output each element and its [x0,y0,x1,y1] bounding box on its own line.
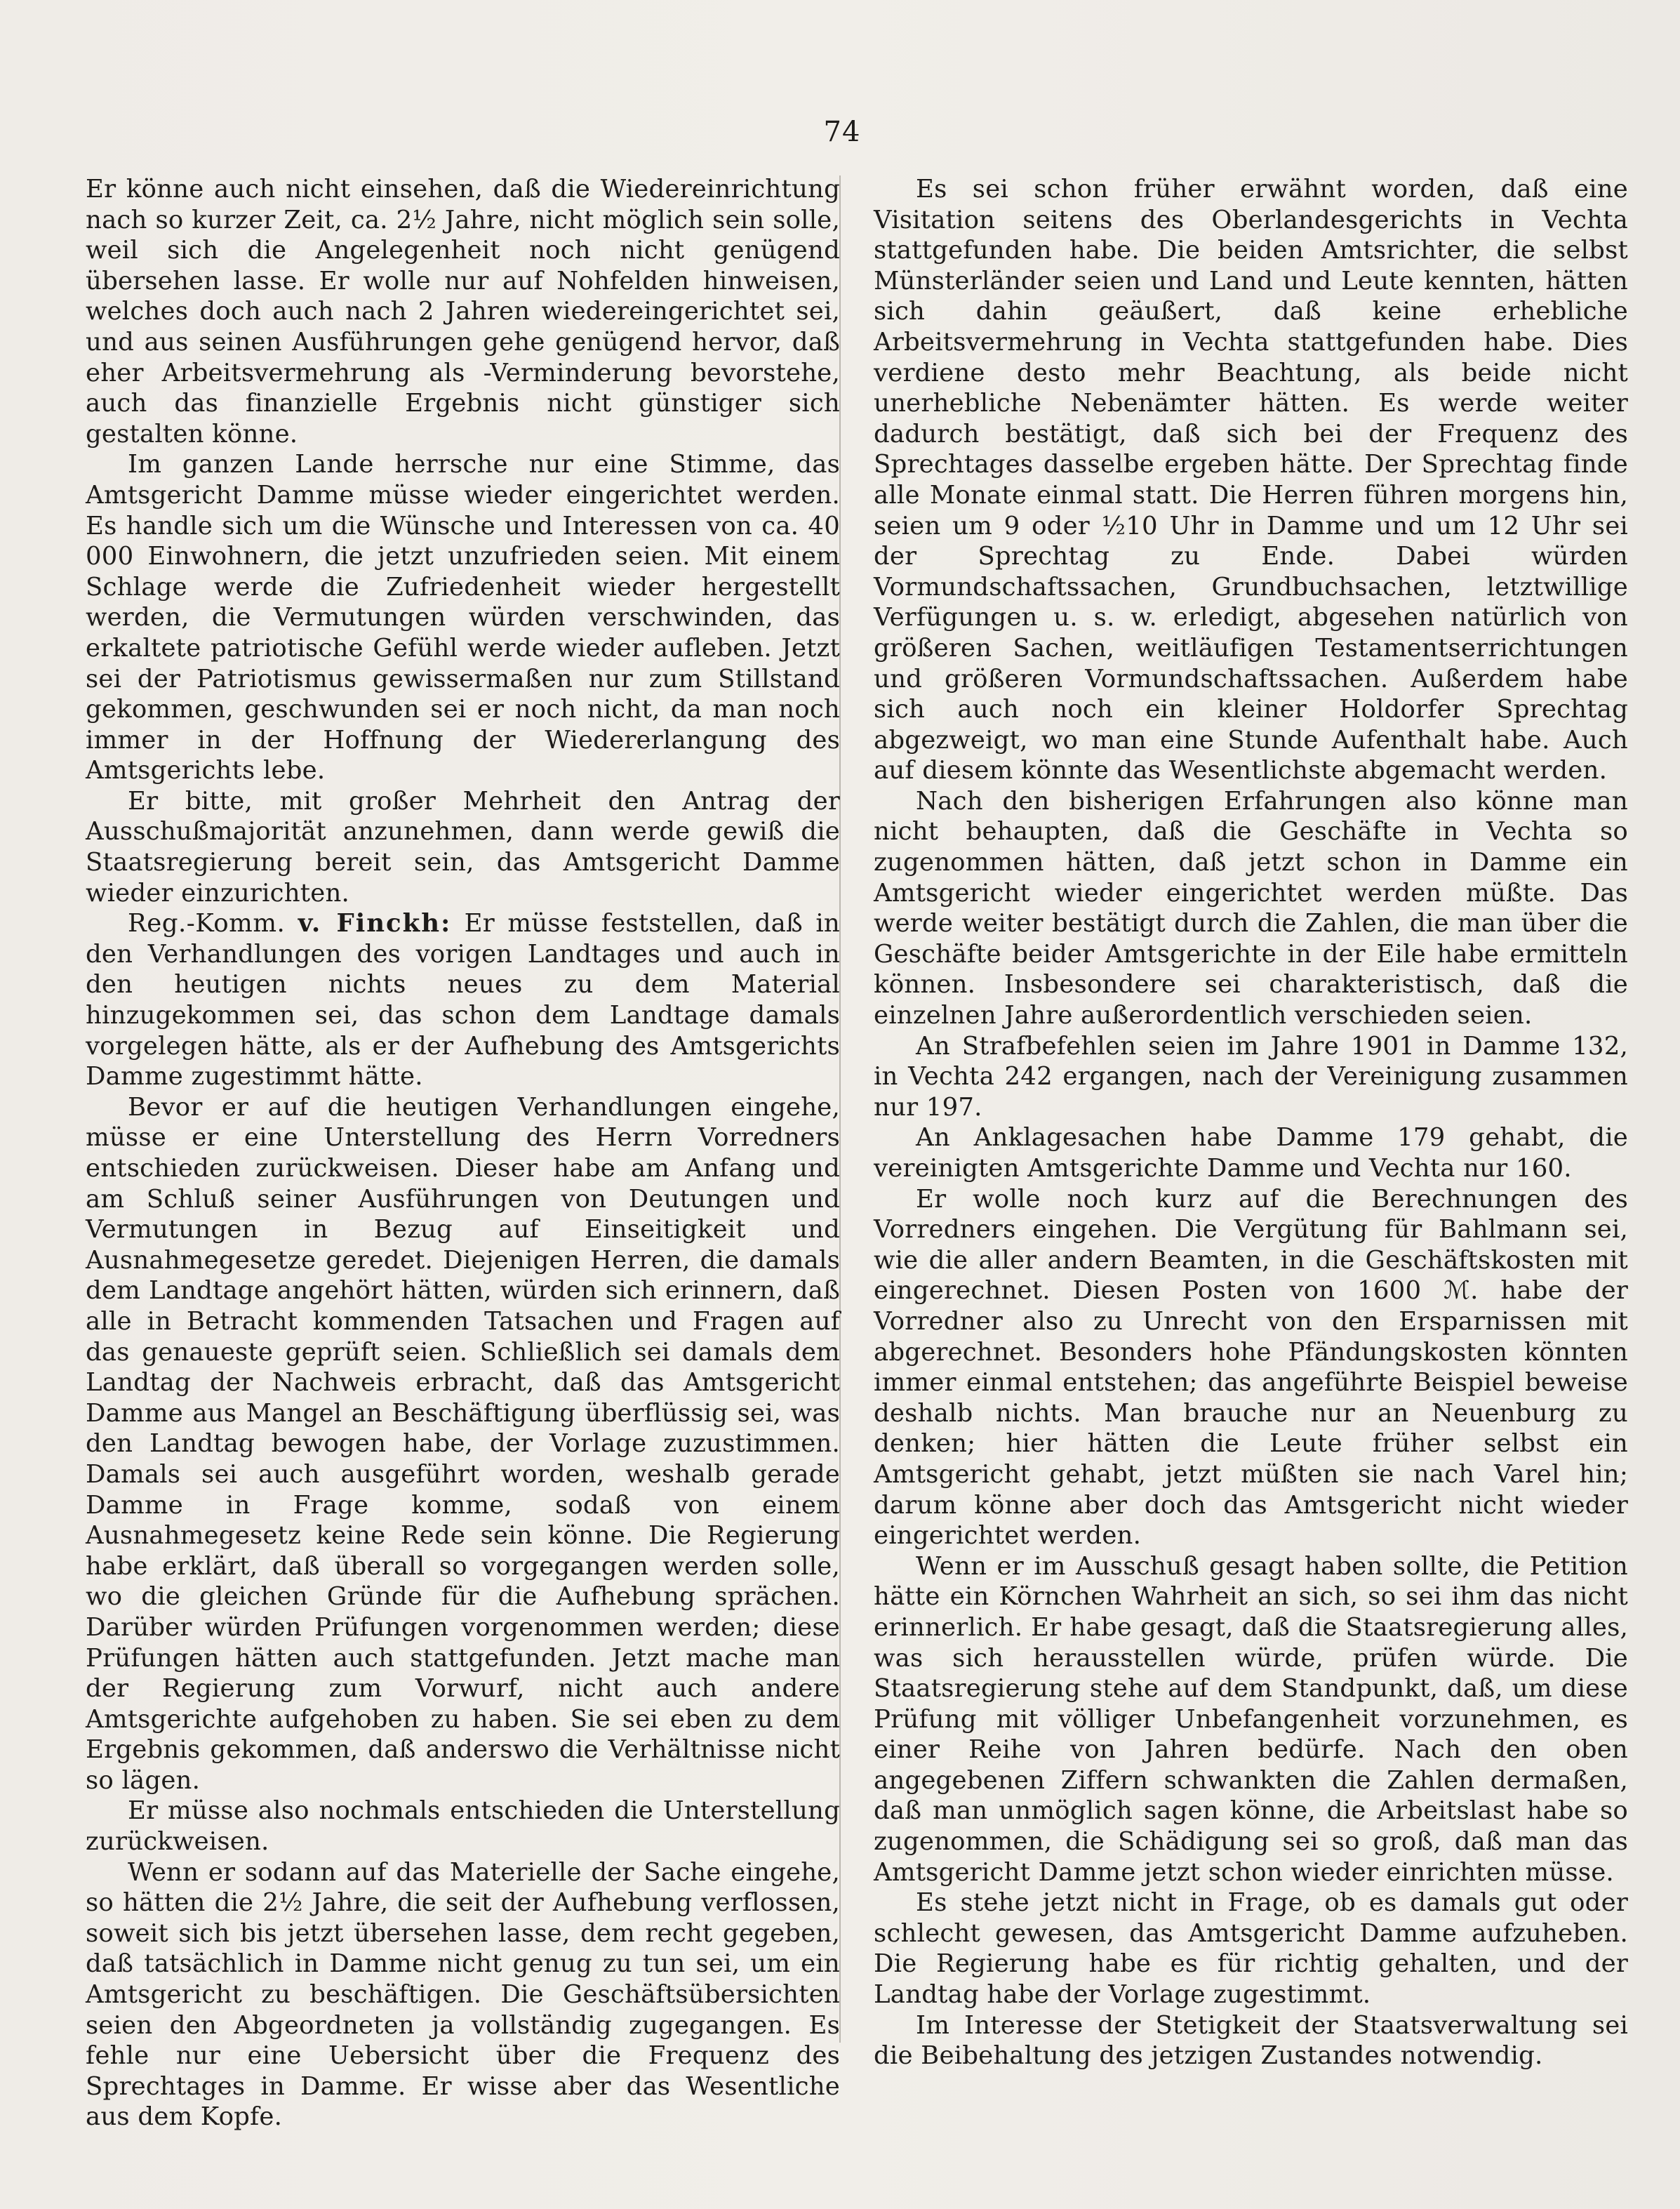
paragraph: Bevor er auf die heutigen Verhandlungen eingehe, müsse er eine Unterstellung des Herrn Vorredners entschieden zurückweisen. Dieser habe am Anfang und am Schluß seiner Ausführungen von Deutungen und Vermutungen in Bezug auf Einseitigkeit und Ausnahmegesetze geredet. Diejenigen Herren, die damals dem Landtage angehört hätten, würden sich erinnern, daß alle in Betracht kommenden Tatsachen und Fragen auf das genaueste geprüft seien. Schließlich sei damals dem Landtag der Nachweis erbracht, daß das Amtsgericht Damme aus Mangel an Beschäftigung überflüssig sei, was den Landtag bewogen habe, der Vorlage zuzustimmen. Damals sei auch ausgeführt worden, weshalb gerade Damme in Frage komme, sodaß von einem Ausnahmegesetz keine Rede sein könne. Die Regierung habe erklärt, daß überall so vorgegangen werden solle, wo die gleichen Gründe für die Aufhebung sprächen. Darüber würden Prüfungen vorgenommen werden; diese Prüfungen hätten auch stattgefunden. Jetzt mache man der Regierung zum Vorwurf, nicht auch andere Amtsgerichte aufgehoben zu haben. Sie sei eben zu dem Ergebnis gekommen, daß anderswo die Verhältnisse nicht so lägen. [86,1092,840,1795]
paragraph: Wenn er sodann auf das Materielle der Sache eingehe, so hätten die 2½ Jahre, die seit der Aufhebung verflossen, soweit sich bis jetzt übersehen lasse, dem recht gegeben, daß tatsächlich in Damme nicht genug zu tun sei, um ein Amtsgericht zu beschäftigen. Die Geschäftsübersichten seien den Abgeordneten ja vollständig zugegangen. Es fehle nur eine Uebersicht über die Frequenz des Sprechtages in Damme. Er wisse aber das Wesentliche aus dem Kopfe. [86,1857,840,2132]
speaker-role: Reg.-Komm. [128,909,286,938]
speaker-statement: Er müsse feststellen, daß in den Verhandlungen des vorigen Landtages und auch in den heutigen nichts neues zu dem Material hinzugekommen sei, das schon dem Landtage damals vorgelegen hätte, als er der Aufhebung des Amtsgerichts Damme zugestimmt hätte. [86,909,840,1092]
paragraph: Nach den bisherigen Erfahrungen also könne man nicht behaupten, daß die Geschäfte in Vechta so zugenommen hätten, daß jetzt schon in Damme ein Amtsgericht wieder eingerichtet werden müßte. Das werde weiter bestätigt durch die Zahlen, die man über die Geschäfte beider Amtsgerichte in der Eile habe ermitteln können. Insbesondere sei charakteristisch, daß die einzelnen Jahre außerordentlich verschieden seien. [874,786,1628,1030]
paragraph: An Strafbefehlen seien im Jahre 1901 in Damme 132, in Vechta 242 ergangen, nach der Vereinigung zusammen nur 197. [874,1031,1628,1122]
paragraph: Er müsse also nochmals entschieden die Unterstellung zurückweisen. [86,1796,840,1857]
speaker-name: v. Finckh: [298,909,452,938]
paragraph: Im ganzen Lande herrsche nur eine Stimme, das Amtsgericht Damme müsse wieder eingerichtet werden. Es handle sich um die Wünsche und Interessen von ca. 40 000 Einwohnern, die jetzt unzufrieden seien. Mit einem Schlage werde die Zufriedenheit wieder hergestellt werden, die Vermutungen würden verschwinden, das erkaltete patriotische Gefühl werde wieder aufleben. Jetzt sei der Patriotismus gewissermaßen nur zum Stillstand gekommen, geschwunden sei er noch nicht, da man noch immer in der Hoffnung der Wiedererlangung des Amtsgerichts lebe. [86,450,840,785]
right-column [874,174,1628,2071]
paragraph: Er wolle noch kurz auf die Berechnungen des Vorredners eingehen. Die Vergütung für Bahlmann sei, wie die aller andern Beamten, in die Geschäftskosten mit eingerechnet. Diesen Posten von 1600 ℳ. habe der Vorredner also zu Unrecht von den Ersparnissen mit abgerechnet. Besonders hohe Pfändungskosten könnten immer einmal entstehen; das angeführte Beispiel beweise deshalb nichts. Man brauche nur an Neuenburg zu denken; hier hätten die Leute früher selbst ein Amtsgericht gehabt, jetzt müßten sie nach Varel hin; darum könne aber doch das Amtsgericht nicht wieder eingerichtet werden. [874,1184,1628,1551]
left-column [86,174,840,2132]
speaker-paragraph [86,908,840,1092]
paragraph: Wenn er im Ausschuß gesagt haben sollte, die Petition hätte ein Körnchen Wahrheit an sich, so sei ihm das nicht erinnerlich. Er habe gesagt, daß die Staatsregierung alles, was sich herausstellen würde, prüfen würde. Die Staatsregierung stehe auf dem Standpunkt, daß, um diese Prüfung mit völliger Unbefangenheit vorzunehmen, es einer Reihe von Jahren bedürfe. Nach den oben angegebenen Ziffern schwankten die Zahlen dermaßen, daß man unmöglich sagen könne, die Arbeitslast habe so zugenommen, die Schädigung sei so groß, daß man das Amtsgericht Damme jetzt schon wieder einrichten müsse. [874,1551,1628,1887]
paragraph: Es sei schon früher erwähnt worden, daß eine Visitation seitens des Oberlandesgerichts in Vechta stattgefunden habe. Die beiden Amtsrichter, die selbst Münsterländer seien und Land und Leute kennten, hätten sich dahin geäußert, daß keine erhebliche Arbeitsvermehrung in Vechta stattgefunden habe. Dies verdiene desto mehr Beachtung, als beide nicht unerhebliche Nebenämter hätten. Es werde weiter dadurch bestätigt, daß sich bei der Frequenz des Sprechtages dasselbe ergeben hätte. Der Sprechtag finde alle Monate einmal statt. Die Herren führen morgens hin, seien um 9 oder ½10 Uhr in Damme und um 12 Uhr sei der Sprechtag zu Ende. Dabei würden Vormundschaftssachen, Grundbuchsachen, letztwillige Verfügungen u. s. w. erledigt, abgesehen natürlich von größeren Sachen, weitläufigen Testamentserrichtungen und größeren Vormundschaftssachen. Außerdem habe sich auch noch ein kleiner Holdorfer Sprechtag abgezweigt, wo man eine Stunde Aufenthalt habe. Auch auf diesem könnte das Wesentlichste abgemacht werden. [874,175,1628,785]
page-number: 74 [823,116,861,148]
paragraph: Er bitte, mit großer Mehrheit den Antrag der Ausschußmajorität anzunehmen, dann werde gewiß die Staatsregierung bereit sein, das Amtsgericht Damme wieder einzurichten. [86,786,840,908]
paragraph: An Anklagesachen habe Damme 179 gehabt, die vereinigten Amtsgerichte Damme und Vechta nur 160. [874,1123,1628,1183]
paragraph: Er könne auch nicht einsehen, daß die Wiedereinrichtung nach so kurzer Zeit, ca. 2½ Jahre, nicht möglich sein solle, weil sich die Angelegenheit noch nicht genügend übersehen lasse. Er wolle nur auf Nohfelden hinweisen, welches doch auch nach 2 Jahren wiedereingerichtet sei, und aus seinen Ausführungen gehe genügend hervor, daß eher Arbeitsvermehrung als -Verminderung bevorstehe, auch das finanzielle Ergebnis nicht günstiger sich gestalten könne. [86,175,840,449]
paragraph: Im Interesse der Stetigkeit der Staatsverwaltung sei die Beibehaltung des jetzigen Zustandes notwendig. [874,2010,1628,2071]
paragraph: Es stehe jetzt nicht in Frage, ob es damals gut oder schlecht gewesen, das Amtsgericht Damme aufzuheben. Die Regierung habe es für richtig gehalten, und der Landtag habe der Vorlage zugestimmt. [874,1888,1628,2010]
